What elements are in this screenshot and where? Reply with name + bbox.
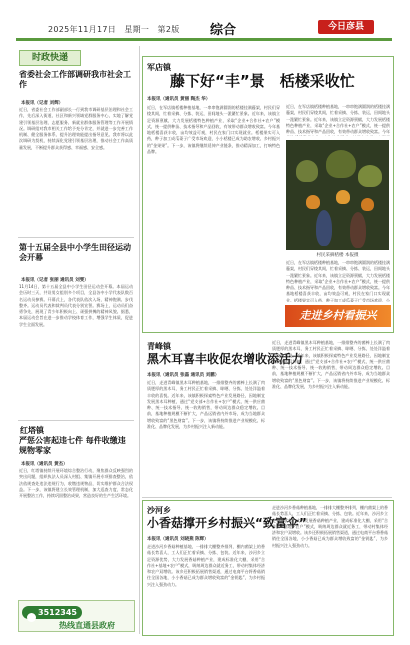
right-article2-byline: 本报讯（通讯员 张磊 通讯员 刘鹏）: [147, 373, 220, 378]
hotline-badge: [22, 606, 82, 619]
left-divider-1: [18, 237, 134, 238]
photo-fruit-1: [306, 195, 320, 209]
right-article3-byline: 本报讯（通讯员 刘晓燕 陈辉）: [147, 537, 209, 542]
right-article1-kicker: 军店镇: [147, 63, 171, 72]
right-article1-title: 藤下好“丰”景 栝楼采收忙: [170, 72, 355, 90]
left-article3-kicker: 红塔镇: [20, 426, 44, 435]
hotline-box: [18, 600, 135, 632]
photo-foliage-2: [326, 150, 356, 178]
left-article2-body: 11月14日，第十五届全县中小学生田径运动会开幕。本届运动会历时三天，共设男女组别多个项目，全县各中小学代表队数百名运动员参赛。开幕式上，各代表队依次入场，精神饱满、步伐整齐。运动员代表和裁判员代表分别宣誓。赛场上，运动员们奋勇争先，展现了青少年积极向上、顽强拼搏的精神风貌。据悉，本届运动会旨在进一步推动学校体育工作，增强学生体质，促进学生全面发展。: [19, 284, 133, 327]
photo-person-2: [350, 212, 366, 248]
right-article1-body-col2: 近日，在军店镇栝楼种植基地，一串串饱满圆润的栝楼挂满藤架，村民们穿梭其间，忙着采摘、分拣、装运，田间地头一派繁忙景象。近年来，该镇立足资源禀赋，大力发展栝楼特色种植产业，采取“企业+合作社+农户”模式，统一提供种苗、技术指导和产品回收，有效带动群众增收致富。今年: [286, 104, 390, 135]
right-divider: [142, 497, 392, 498]
right-article2-title: 黑木耳喜丰收促农增收添活力: [147, 352, 304, 366]
photo-person-1: [316, 210, 332, 246]
left-article2-byline: 本报讯（记者 张丽 通讯员 刘雯）: [21, 278, 89, 283]
left-article3-byline: 本报讯（通讯员 黄杰）: [21, 462, 68, 467]
page-header: [0, 0, 410, 42]
photo-caption: 村民采摘栝楼 本报摄: [316, 253, 359, 258]
photo-fruit-3: [361, 198, 374, 211]
left-article3-title: 严惩公害起违七件 每件收缴违规物零家: [19, 436, 126, 455]
phone-icon: [27, 613, 36, 622]
left-article1-byline: 本报讯（记者 刘辉）: [21, 101, 64, 106]
photo-foliage-1: [296, 160, 318, 182]
left-article2-title: 第十五届全县中小学生田径运动会开幕: [19, 243, 131, 262]
photo-foliage-3: [358, 165, 382, 187]
harvest-photo: [286, 140, 389, 250]
section-tag: [19, 50, 81, 66]
right-article3-kicker: 沙河乡: [147, 506, 171, 515]
right-article1-byline: 本报讯（通讯员 黄丽 陶杰 华）: [147, 97, 211, 102]
right-article2-body-col1: 近日，走进青峰镇黑木耳种植基地，一排排整齐的菌棒上长满了肉质肥厚的黑木耳，务工村民正忙着采摘、晾晒、分拣，处处洋溢着丰收的喜悦。近年来，该镇积极探索特色产业发展路径，因地制宜发展黑木耳种植，通过“党支部+合作社+农户”模式，统一供应菌种、统一技术指导、统一收购销售，带动周边群众稳定增收。目前，基地种植规模不断扩大，产品远销省内外市场，成为当地群众增收致富的“黑色财富”。下一步，该镇将持续推进产业规模化、标准化、品牌化发展，为乡村振兴注入新动能。: [147, 380, 265, 430]
right-article3-title: 小香菇撑开乡村振兴“致富伞”: [147, 516, 307, 530]
hotline-label: 热线直通县政府: [59, 621, 115, 630]
right-article2-kicker: 青峰镇: [147, 342, 171, 351]
column-banner: 走进乡村看振兴: [285, 305, 391, 327]
left-article3-body: 近日，红塔镇持续开展环境综合整治行动，聚焦群众反映强烈的突出问题，组织执法人员深入村组、集镇开展专项排查整治，依法依规查处违法违规行为，收缴违规物品，切实维护群众合法权益。下一步，该镇将建立长效管理机制，加大巡查力度，常态化开展整治工作，持续巩固整治成果，营造良好的生产生活环境。: [19, 468, 133, 499]
right-article3-body-col2: 走进沙河乡香菇种植基地，一排排大棚整齐排列，棚内菌架上的香菇长势喜人，工人们正忙着采摘、分拣、包装。近年来，沙河乡立足资源优势，大力发展香菇种植产业，建成标准化大棚，采用“合作社+基地+农户”模式，吸纳周边群众就近务工，带动村集体经济和农户双增收。该乡还积极拓展销售渠道，通过电商平台将香菇销往全国各地，小小香菇已成为群众增收致富的“金钥匙”，为乡村振兴注入强劲动力。: [272, 505, 388, 548]
column-divider: [139, 46, 140, 634]
left-article1-title: 省委社会工作部调研我市社会工作: [19, 70, 131, 89]
right-article3-body-col1: 走进沙河乡香菇种植基地，一排排大棚整齐排列，棚内菌架上的香菇长势喜人，工人们正忙着采摘、分拣、包装。近年来，沙河乡立足资源优势，大力发展香菇种植产业，建成标准化大棚，采用“合作社+基地+农户”模式，吸纳周边群众就近务工，带动村集体经济和农户双增收。该乡还积极拓展销售渠道，通过电商平台将香菇销往全国各地，小小香菇已成为群众增收致富的“金钥匙”，为乡村振兴注入强劲动力。: [147, 544, 265, 587]
left-divider-2: [18, 420, 134, 421]
hotline-number: 3512345: [38, 608, 77, 617]
section-tag-label: 时政快递: [31, 53, 68, 63]
photo-fruit-2: [336, 190, 350, 204]
newspaper-logo: 今日彦县: [318, 20, 374, 34]
issue-date: 2025年11月17日 星期一 第2版: [48, 25, 180, 34]
section-title: 综合: [210, 23, 237, 38]
left-article1-body: 近日，省委社会工作部副部长一行到我市调研基层治理和社会工作，先后深入街道、社区和新兴领域党群服务中心，实地了解党建引领基层治理、志愿服务、新就业群体服务管理等工作开展情况。调研组对我市相关工作给予充分肯定，并就进一步完善工作机制、健全服务体系、提升治理效能提出指导意见。我市将以此次调研为契机，持续深化党建引领基层治理，推动社会工作高质量发展，不断提升群众获得感、幸福感、安全感。: [19, 107, 133, 150]
right-article1-body-col2b: 近日，在军店镇栝楼种植基地，一串串饱满圆润的栝楼挂满藤架，村民们穿梭其间，忙着采摘、分拣、装运，田间地头一派繁忙景象。近年来，该镇立足资源禀赋，大力发展栝楼特色种植产业，采取“企业+合作社+农户”模式，统一提供种苗、技术指导和产品回收，有效带动群众增收致富。今年基地栝楼喜获丰收，亩均效益可观，村民在家门口实现就业。栝楼果实可入药，种子加工成瓜蒌子广受市场欢迎，小: [286, 260, 390, 302]
header-rule: [16, 38, 392, 41]
right-article1-body-col1: 近日，在军店镇栝楼种植基地，一串串饱满圆润的栝楼挂满藤架，村民们穿梭其间，忙着采摘、分拣、装运，田间地头一派繁忙景象。近年来，该镇立足资源禀赋，大力发展栝楼特色种植产业，采取“企业+合作社+农户”模式，统一提供种苗、技术指导和产品回收，有效带动群众增收致富。今年基地栝楼喜获丰收，亩均效益可观，村民在家门口实现就业。栝楼果实可入药，种子加工成瓜蒌子广受市场欢迎，小小栝楼已成为助农增收、乡村振兴的“金果果”。下一步，该镇将继续延伸产业链条，推动精深加工，打响特色品牌。: [147, 105, 280, 155]
right-article2-body-col2: 近日，走进青峰镇黑木耳种植基地，一排排整齐的菌棒上长满了肉质肥厚的黑木耳，务工村民正忙着采摘、晾晒、分拣，处处洋溢着丰收的喜悦。近年来，该镇积极探索特色产业发展路径，因地制宜发展黑木耳种植，通过“党支部+合作社+农户”模式，统一供应菌种、统一技术指导、统一收购销售，带动周边群众稳定增收。目前，基地种植规模不断扩大，产品远销省内外市场，成为当地群众增收致富的“黑色财富”。下一步，该镇将持续推进产业规模化、标准化、品牌化发展，为乡村振兴注入新动能。: [272, 340, 390, 390]
